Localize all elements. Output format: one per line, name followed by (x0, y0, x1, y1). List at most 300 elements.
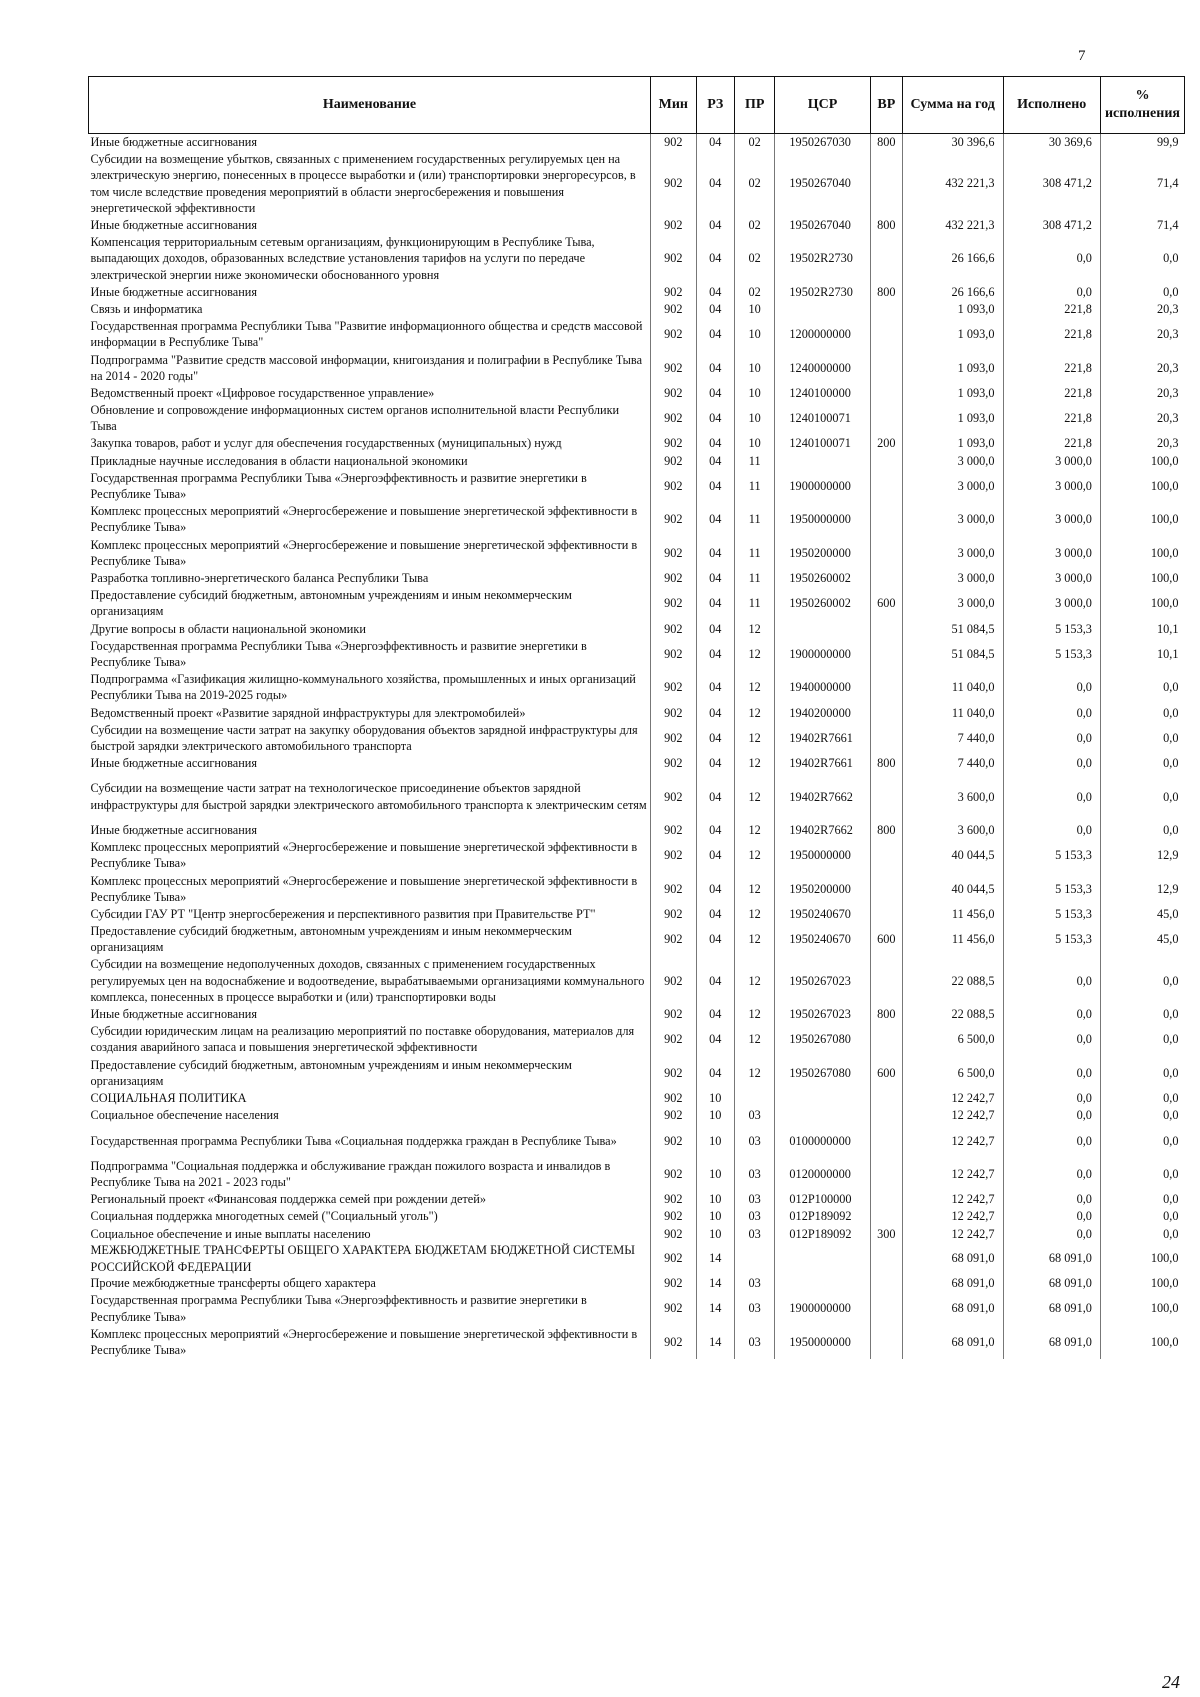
cell-name: Комплекс процессных мероприятий «Энергосбережение и повышение энергетической эффективности в Республике Тыва» (90, 537, 638, 568)
cell-done: 5 153,3 (1003, 839, 1100, 872)
cell-min: 902 (650, 384, 696, 401)
cell-vr (870, 1208, 902, 1225)
table-row (89, 1242, 1185, 1274)
cell-pct: 71,4 (1100, 216, 1184, 233)
table-row (89, 872, 1185, 905)
budget-execution-table (88, 76, 1185, 1359)
cell-csr: 012P100000 (775, 1191, 870, 1208)
cell-vr (870, 872, 902, 905)
table-row (89, 1157, 1185, 1190)
cell-name: МЕЖБЮДЖЕТНЫЕ ТРАНСФЕРТЫ ОБЩЕГО ХАРАКТЕРА БЮДЖЕТАМ БЮДЖЕТНОЙ СИСТЕМЫ РОССИЙСКОЙ ФЕДЕРАЦИИ (90, 1243, 635, 1274)
cell-min: 902 (650, 821, 696, 838)
cell-pr: 12 (734, 755, 774, 772)
cell-rz: 04 (696, 923, 734, 956)
cell-sum: 3 000,0 (902, 452, 1003, 469)
cell-csr: 1950000000 (775, 503, 870, 536)
cell-pct: 100,0 (1100, 570, 1184, 587)
cell-done: 3 000,0 (1003, 503, 1100, 536)
cell-min: 902 (650, 216, 696, 233)
cell-vr (870, 1325, 902, 1358)
cell-sum: 68 091,0 (902, 1292, 1003, 1325)
cell-name: Обновление и сопровождение информационных систем органов исполнительной власти Республики Тыва (90, 403, 620, 434)
cell-vr (870, 1090, 902, 1107)
cell-vr: 600 (870, 923, 902, 956)
cell-pr: 11 (734, 452, 774, 469)
table-row (89, 134, 1185, 151)
cell-pct: 20,3 (1100, 435, 1184, 452)
cell-pct: 100,0 (1100, 536, 1184, 569)
cell-sum: 12 242,7 (902, 1107, 1003, 1124)
cell-rz: 04 (696, 872, 734, 905)
table-row (89, 300, 1185, 317)
cell-vr: 800 (870, 216, 902, 233)
cell-pr: 10 (734, 300, 774, 317)
cell-done: 221,8 (1003, 300, 1100, 317)
cell-pct: 0,0 (1100, 234, 1184, 284)
cell-done: 0,0 (1003, 1107, 1100, 1124)
cell-pr (734, 1090, 774, 1107)
cell-csr: 1900000000 (775, 637, 870, 670)
cell-sum: 68 091,0 (902, 1325, 1003, 1358)
cell-done: 221,8 (1003, 435, 1100, 452)
cell-pct: 10,1 (1100, 637, 1184, 670)
cell-done: 221,8 (1003, 351, 1100, 384)
cell-csr: 1900000000 (775, 1292, 870, 1325)
cell-min: 902 (650, 234, 696, 284)
cell-pct: 100,0 (1100, 587, 1184, 620)
cell-sum: 3 000,0 (902, 570, 1003, 587)
table-row (89, 839, 1185, 872)
cell-rz: 04 (696, 772, 734, 822)
cell-done: 3 000,0 (1003, 536, 1100, 569)
cell-vr: 300 (870, 1225, 902, 1242)
cell-min: 902 (650, 704, 696, 721)
cell-pr: 11 (734, 570, 774, 587)
cell-pr: 11 (734, 503, 774, 536)
cell-csr: 1240100071 (775, 435, 870, 452)
table-row (89, 905, 1185, 922)
cell-min: 902 (650, 671, 696, 704)
table-row (89, 721, 1185, 754)
cell-name: Разработка топливно-энергетического баланса Республики Тыва (90, 571, 429, 586)
cell-sum: 30 396,6 (902, 134, 1003, 151)
cell-rz: 04 (696, 452, 734, 469)
cell-name: Государственная программа Республики Тыва «Социальная поддержка граждан в Республике Тыва» (90, 1133, 617, 1148)
cell-sum: 1 093,0 (902, 384, 1003, 401)
cell-pr: 10 (734, 384, 774, 401)
cell-done: 5 153,3 (1003, 905, 1100, 922)
cell-name: Иные бюджетные ассигнования (90, 135, 258, 150)
cell-pr: 03 (734, 1325, 774, 1358)
cell-rz: 04 (696, 300, 734, 317)
cell-min: 902 (650, 151, 696, 217)
cell-done: 0,0 (1003, 1191, 1100, 1208)
cell-pct: 20,3 (1100, 300, 1184, 317)
cell-csr: 1950200000 (775, 536, 870, 569)
cell-min: 902 (650, 772, 696, 822)
cell-vr (870, 721, 902, 754)
cell-pct: 12,9 (1100, 839, 1184, 872)
cell-csr: 1240000000 (775, 351, 870, 384)
cell-pr (734, 1242, 774, 1274)
table-row (89, 435, 1185, 452)
cell-rz: 14 (696, 1292, 734, 1325)
cell-pr: 02 (734, 234, 774, 284)
cell-vr (870, 503, 902, 536)
cell-vr (870, 905, 902, 922)
cell-done: 3 000,0 (1003, 570, 1100, 587)
cell-csr: 1950260002 (775, 570, 870, 587)
cell-vr (870, 151, 902, 217)
cell-done: 0,0 (1003, 1090, 1100, 1107)
cell-csr: 1950267080 (775, 1056, 870, 1089)
cell-min: 902 (650, 1157, 696, 1190)
cell-rz: 04 (696, 671, 734, 704)
cell-vr (870, 234, 902, 284)
cell-csr: 19502R2730 (775, 234, 870, 284)
cell-csr (775, 1107, 870, 1124)
cell-pr: 02 (734, 283, 774, 300)
cell-name: Государственная программа Республики Тыва «Энергоэффективность и развитие энергетики в Республике Тыва» (90, 638, 587, 669)
cell-vr (870, 351, 902, 384)
cell-rz: 14 (696, 1275, 734, 1292)
cell-min: 902 (650, 1090, 696, 1107)
cell-pct: 20,3 (1100, 384, 1184, 401)
column-header-name: Наименование (89, 77, 651, 134)
cell-done: 308 471,2 (1003, 216, 1100, 233)
cell-pr: 03 (734, 1157, 774, 1190)
cell-pct: 0,0 (1100, 1124, 1184, 1157)
cell-pct: 0,0 (1100, 704, 1184, 721)
cell-csr: 012P189092 (775, 1225, 870, 1242)
cell-rz: 10 (696, 1124, 734, 1157)
cell-csr: 1950240670 (775, 923, 870, 956)
cell-pct: 20,3 (1100, 351, 1184, 384)
cell-name: Субсидии на возмещение недополученных доходов, связанных с применением государственных регулируемых цен на водоснабжение и водоотведение, вырабатываемыми организациями коммунального комплекса, понесенных в процессе выработки и (или) транспортировки воды (90, 957, 645, 1004)
cell-min: 902 (650, 721, 696, 754)
table-row (89, 1191, 1185, 1208)
cell-pr: 12 (734, 721, 774, 754)
table-row (89, 671, 1185, 704)
cell-sum: 12 242,7 (902, 1090, 1003, 1107)
cell-sum: 7 440,0 (902, 755, 1003, 772)
cell-sum: 11 040,0 (902, 671, 1003, 704)
cell-pct: 0,0 (1100, 956, 1184, 1006)
cell-done: 0,0 (1003, 721, 1100, 754)
cell-done: 30 369,6 (1003, 134, 1100, 151)
handwritten-page-mark: 24 (1162, 1672, 1180, 1692)
cell-csr: 0100000000 (775, 1124, 870, 1157)
table-row (89, 821, 1185, 838)
cell-sum: 3 000,0 (902, 503, 1003, 536)
cell-csr: 1950267023 (775, 956, 870, 1006)
cell-min: 902 (650, 1242, 696, 1274)
cell-pr: 12 (734, 905, 774, 922)
cell-sum: 11 456,0 (902, 923, 1003, 956)
table-row (89, 452, 1185, 469)
cell-vr (870, 570, 902, 587)
cell-name: Иные бюджетные ассигнования (90, 284, 258, 299)
cell-pr: 12 (734, 872, 774, 905)
cell-csr (775, 1242, 870, 1274)
column-header-vr: ВР (870, 77, 902, 134)
cell-pct: 100,0 (1100, 452, 1184, 469)
cell-rz: 04 (696, 283, 734, 300)
cell-pr: 12 (734, 1056, 774, 1089)
column-header-pct: % исполнения (1100, 77, 1184, 134)
cell-done: 0,0 (1003, 1124, 1100, 1157)
cell-vr (870, 1124, 902, 1157)
cell-pr: 12 (734, 956, 774, 1006)
cell-done: 308 471,2 (1003, 151, 1100, 217)
cell-rz: 10 (696, 1225, 734, 1242)
cell-min: 902 (650, 503, 696, 536)
cell-min: 902 (650, 956, 696, 1006)
cell-csr (775, 452, 870, 469)
cell-csr (775, 300, 870, 317)
cell-name: Закупка товаров, работ и услуг для обеспечения государственных (муниципальных) нужд (90, 436, 562, 451)
cell-vr: 800 (870, 755, 902, 772)
cell-rz: 04 (696, 1006, 734, 1023)
table-row (89, 503, 1185, 536)
page-number: 7 (1078, 48, 1086, 64)
cell-vr: 800 (870, 134, 902, 151)
cell-name: Иные бюджетные ассигнования (90, 217, 258, 232)
cell-rz: 04 (696, 351, 734, 384)
cell-min: 902 (650, 587, 696, 620)
cell-pct: 71,4 (1100, 151, 1184, 217)
cell-name: Иные бюджетные ассигнования (90, 756, 258, 771)
cell-name: Прикладные научные исследования в области национальной экономики (90, 453, 468, 468)
cell-name: Иные бюджетные ассигнования (90, 822, 258, 837)
cell-sum: 432 221,3 (902, 216, 1003, 233)
cell-min: 902 (650, 620, 696, 637)
cell-vr: 600 (870, 1056, 902, 1089)
cell-csr: 1950267023 (775, 1006, 870, 1023)
cell-done: 68 091,0 (1003, 1242, 1100, 1274)
table-row (89, 1124, 1185, 1157)
cell-rz: 04 (696, 570, 734, 587)
cell-sum: 1 093,0 (902, 402, 1003, 435)
cell-name: Компенсация территориальным сетевым организациям, функционирующим в Республике Тыва, выпадающих доходов, образованных вследствие установления тарифов на услуги по передаче электрической энергии ниже экономически обоснованного уровня (90, 235, 595, 282)
cell-min: 902 (650, 435, 696, 452)
cell-done: 0,0 (1003, 1208, 1100, 1225)
cell-vr: 800 (870, 1006, 902, 1023)
cell-name: Ведомственный проект «Развитие зарядной инфраструктуры для электромобилей» (90, 705, 526, 720)
cell-name: Подпрограмма "Развитие средств массовой информации, книгоиздания и полиграфии в Республике Тыва на 2014 - 2020 годы" (90, 352, 643, 383)
cell-vr (870, 1292, 902, 1325)
cell-pr: 03 (734, 1191, 774, 1208)
cell-name: Субсидии на возмещение части затрат на технологическое присоединение объектов зарядной инфраструктуры для быстрой зарядки электрического автомобильного транспорта к электрическим сетям (90, 781, 647, 812)
cell-name: Связь и информатика (90, 301, 203, 316)
cell-vr: 800 (870, 821, 902, 838)
table-row (89, 151, 1185, 217)
cell-csr: 1940000000 (775, 671, 870, 704)
cell-pct: 100,0 (1100, 1275, 1184, 1292)
cell-csr: 012P189092 (775, 1208, 870, 1225)
cell-min: 902 (650, 536, 696, 569)
cell-min: 902 (650, 839, 696, 872)
cell-pct: 0,0 (1100, 821, 1184, 838)
cell-name: СОЦИАЛЬНАЯ ПОЛИТИКА (90, 1091, 247, 1106)
cell-sum: 51 084,5 (902, 620, 1003, 637)
cell-pr: 11 (734, 469, 774, 502)
cell-sum: 12 242,7 (902, 1157, 1003, 1190)
cell-min: 902 (650, 755, 696, 772)
table-row (89, 1275, 1185, 1292)
cell-pct: 0,0 (1100, 721, 1184, 754)
cell-rz: 04 (696, 721, 734, 754)
cell-min: 902 (650, 351, 696, 384)
cell-csr: 1950267040 (775, 216, 870, 233)
cell-csr: 1950267030 (775, 134, 870, 151)
cell-done: 221,8 (1003, 384, 1100, 401)
table-row (89, 923, 1185, 956)
cell-rz: 04 (696, 587, 734, 620)
cell-sum: 1 093,0 (902, 435, 1003, 452)
table-row (89, 402, 1185, 435)
cell-done: 0,0 (1003, 956, 1100, 1006)
cell-done: 221,8 (1003, 402, 1100, 435)
column-header-pr: ПР (734, 77, 774, 134)
cell-pr: 02 (734, 216, 774, 233)
cell-min: 902 (650, 1225, 696, 1242)
cell-pct: 100,0 (1100, 503, 1184, 536)
cell-min: 902 (650, 1292, 696, 1325)
cell-min: 902 (650, 1275, 696, 1292)
cell-rz: 04 (696, 956, 734, 1006)
cell-vr (870, 384, 902, 401)
cell-min: 902 (650, 452, 696, 469)
cell-vr (870, 772, 902, 822)
cell-pct: 100,0 (1100, 469, 1184, 502)
cell-done: 0,0 (1003, 821, 1100, 838)
cell-pr: 02 (734, 151, 774, 217)
cell-vr: 200 (870, 435, 902, 452)
cell-csr (775, 1090, 870, 1107)
cell-done: 68 091,0 (1003, 1292, 1100, 1325)
cell-sum: 12 242,7 (902, 1124, 1003, 1157)
cell-name: Другие вопросы в области национальной экономики (90, 621, 366, 636)
table-row (89, 318, 1185, 351)
cell-name: Субсидии на возмещение части затрат на закупку оборудования объектов зарядной инфраструктуры для быстрой зарядки электрического автомобильного транспорта (90, 722, 638, 753)
table-row (89, 384, 1185, 401)
cell-pr: 12 (734, 923, 774, 956)
cell-rz: 04 (696, 536, 734, 569)
table-row (89, 704, 1185, 721)
table-row (89, 620, 1185, 637)
cell-pr: 12 (734, 1023, 774, 1056)
cell-min: 902 (650, 283, 696, 300)
table-row (89, 1292, 1185, 1325)
cell-name: Комплекс процессных мероприятий «Энергосбережение и повышение энергетической эффективности в Республике Тыва» (90, 1326, 638, 1357)
cell-sum: 12 242,7 (902, 1191, 1003, 1208)
cell-name: Социальное обеспечение населения (90, 1108, 279, 1123)
table-row (89, 570, 1185, 587)
cell-name: Субсидии юридическим лицам на реализацию мероприятий по поставке оборудования, материалов для создания аварийного запаса и повышения энергетической эффективности (90, 1024, 635, 1055)
cell-name: Прочие межбюджетные трансферты общего характера (90, 1276, 376, 1291)
cell-pct: 0,0 (1100, 1090, 1184, 1107)
column-header-rz: РЗ (696, 77, 734, 134)
cell-pct: 45,0 (1100, 923, 1184, 956)
table-row (89, 1325, 1185, 1358)
cell-vr (870, 1242, 902, 1274)
table-row (89, 536, 1185, 569)
cell-vr: 800 (870, 283, 902, 300)
cell-vr (870, 1157, 902, 1190)
cell-pct: 0,0 (1100, 1023, 1184, 1056)
column-header-min: Мин (650, 77, 696, 134)
cell-name: Комплекс процессных мероприятий «Энергосбережение и повышение энергетической эффективности в Республике Тыва» (90, 504, 638, 535)
cell-done: 5 153,3 (1003, 620, 1100, 637)
cell-csr: 1950000000 (775, 839, 870, 872)
cell-sum: 1 093,0 (902, 300, 1003, 317)
cell-pr: 03 (734, 1124, 774, 1157)
cell-csr: 1240100000 (775, 384, 870, 401)
cell-pr: 10 (734, 318, 774, 351)
cell-sum: 11 456,0 (902, 905, 1003, 922)
table-row (89, 283, 1185, 300)
cell-sum: 68 091,0 (902, 1242, 1003, 1274)
cell-rz: 04 (696, 839, 734, 872)
cell-rz: 14 (696, 1242, 734, 1274)
cell-csr: 19402R7661 (775, 721, 870, 754)
cell-done: 0,0 (1003, 1006, 1100, 1023)
cell-vr (870, 1023, 902, 1056)
cell-name: Ведомственный проект «Цифровое государственное управление» (90, 385, 435, 400)
cell-min: 902 (650, 1208, 696, 1225)
column-header-done: Исполнено (1003, 77, 1100, 134)
cell-done: 0,0 (1003, 671, 1100, 704)
cell-rz: 04 (696, 620, 734, 637)
cell-rz: 04 (696, 216, 734, 233)
cell-csr: 1950240670 (775, 905, 870, 922)
cell-vr (870, 956, 902, 1006)
cell-pct: 0,0 (1100, 1208, 1184, 1225)
cell-done: 0,0 (1003, 234, 1100, 284)
cell-done: 0,0 (1003, 704, 1100, 721)
cell-sum: 12 242,7 (902, 1225, 1003, 1242)
cell-sum: 22 088,5 (902, 956, 1003, 1006)
cell-vr (870, 1107, 902, 1124)
cell-pct: 0,0 (1100, 283, 1184, 300)
cell-min: 902 (650, 402, 696, 435)
cell-csr: 19502R2730 (775, 283, 870, 300)
cell-min: 902 (650, 469, 696, 502)
table-row (89, 1023, 1185, 1056)
cell-pr: 12 (734, 772, 774, 822)
cell-pr: 12 (734, 637, 774, 670)
cell-pr: 12 (734, 620, 774, 637)
table-row (89, 772, 1185, 822)
cell-rz: 10 (696, 1157, 734, 1190)
cell-vr (870, 1191, 902, 1208)
table-row (89, 1107, 1185, 1124)
cell-rz: 04 (696, 384, 734, 401)
cell-vr: 600 (870, 587, 902, 620)
cell-rz: 04 (696, 637, 734, 670)
cell-name: Комплекс процессных мероприятий «Энергосбережение и повышение энергетической эффективности в Республике Тыва» (90, 873, 638, 904)
cell-sum: 40 044,5 (902, 839, 1003, 872)
cell-name: Государственная программа Республики Тыва «Энергоэффективность и развитие энергетики в Республике Тыва» (90, 470, 587, 502)
cell-pr: 10 (734, 402, 774, 435)
cell-rz: 04 (696, 704, 734, 721)
cell-min: 902 (650, 1056, 696, 1089)
cell-pr: 03 (734, 1225, 774, 1242)
cell-done: 0,0 (1003, 755, 1100, 772)
cell-pr: 10 (734, 351, 774, 384)
cell-csr: 1200000000 (775, 318, 870, 351)
